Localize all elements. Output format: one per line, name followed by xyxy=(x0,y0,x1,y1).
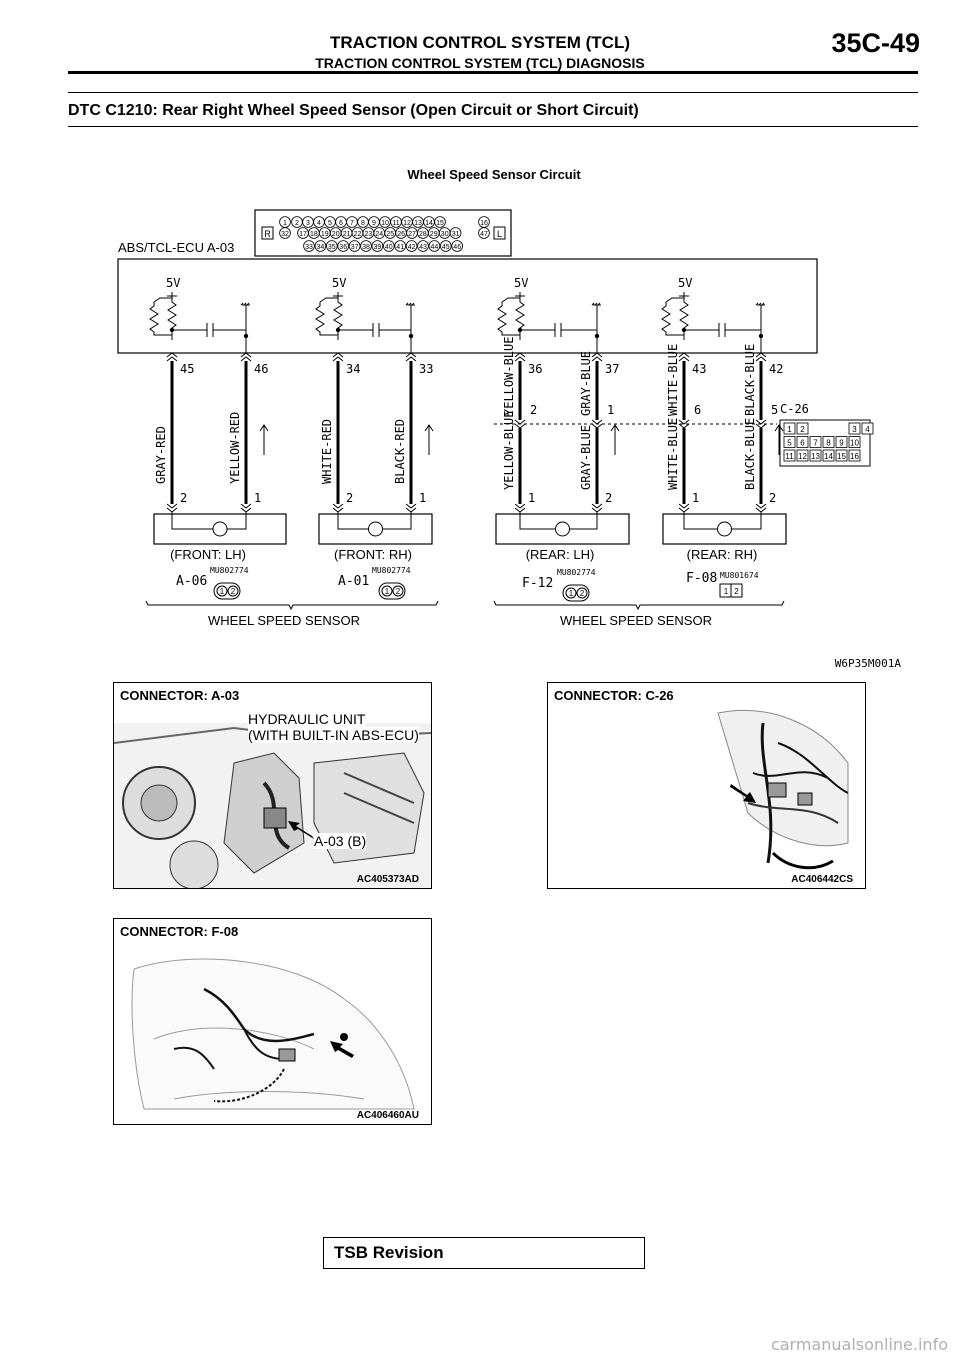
wire-color-label-lower: GRAY-BLUE xyxy=(579,424,593,490)
ecu-connector-face xyxy=(255,210,511,256)
connector-chevron xyxy=(241,353,251,361)
ecu-pin-label: 30 xyxy=(440,231,449,238)
signal-arrow-icon xyxy=(260,425,268,455)
connector-chevron xyxy=(333,353,343,361)
group-brace-rear xyxy=(494,601,784,628)
ecu-pin-label: 10 xyxy=(381,220,389,227)
ecu-connector-side-l: L xyxy=(496,229,503,239)
photo-label-built-in-ecu: (WITH BUILT-IN ABS-ECU) xyxy=(248,727,419,743)
plug-pin-label: 1 xyxy=(723,587,729,596)
plug-pin-label: 1 xyxy=(568,589,574,598)
sensor-connector-label: A-06 xyxy=(176,574,208,589)
ecu-pin-label: 3 xyxy=(306,220,310,227)
c26-pin-label: 3 xyxy=(852,425,857,434)
wheel-speed-sensor-circuit-diagram xyxy=(0,150,960,680)
ecu-pin-number: 37 xyxy=(605,362,620,376)
plug-pin-label: 2 xyxy=(395,587,401,596)
ecu-label: ABS/TCL-ECU A-03 xyxy=(118,240,235,255)
signal-arrow-icon xyxy=(425,425,433,455)
c26-label: C-26 xyxy=(780,402,809,416)
ecu-pin-label: 8 xyxy=(361,220,365,227)
sensor-body xyxy=(663,514,786,544)
sensor-pin-number: 1 xyxy=(254,491,262,505)
c26-pin-label: 10 xyxy=(850,438,859,448)
sensor-coil-icon xyxy=(556,522,570,536)
c26-pin-number: 6 xyxy=(694,403,702,417)
dtc-rule-top xyxy=(68,92,918,93)
wire-color-label: BLACK-BLUE xyxy=(743,343,757,416)
ecu-pin-label: 6 xyxy=(339,220,343,227)
supply-symbol xyxy=(167,292,177,296)
sensor-body xyxy=(319,514,432,544)
sensor-position-label: (REAR: LH) xyxy=(525,547,595,562)
group-label-rear: WHEEL SPEED SENSOR xyxy=(560,613,712,628)
sensor-part-number: MU802774 xyxy=(372,566,411,575)
connector-chevron xyxy=(241,504,251,512)
ground-symbol xyxy=(406,303,415,305)
sensor-body xyxy=(496,514,629,544)
photo-connector-c26 xyxy=(547,682,866,889)
wire-color-label: YELLOW-RED xyxy=(228,411,242,484)
section-subtitle: TRACTION CONTROL SYSTEM (TCL) DIAGNOSIS xyxy=(315,55,645,71)
signal-arrow-icon xyxy=(775,425,783,455)
plug-pin-label: 2 xyxy=(230,587,236,596)
ecu-pin-label: 16 xyxy=(480,220,488,227)
c26-pin-label: 5 xyxy=(787,438,792,448)
c26-pin-label: 9 xyxy=(839,438,844,448)
wire-color-label-lower: WHITE-BLUE xyxy=(666,417,680,490)
plug-pin-label: 2 xyxy=(734,587,739,596)
ecu-pin-label: 34 xyxy=(316,244,325,251)
voltage-label: 5V xyxy=(332,276,347,290)
connector-chevron xyxy=(167,504,177,512)
photo-label-a03b: A-03 (B) xyxy=(314,833,367,849)
photo-connector-a03 xyxy=(113,682,432,889)
ecu-pin-label: 39 xyxy=(373,244,382,251)
voltage-label: 5V xyxy=(166,276,181,290)
ecu-pin-label: 2 xyxy=(295,220,299,227)
c26-pin-number: 1 xyxy=(607,403,615,417)
ecu-pin-label: 37 xyxy=(350,244,359,251)
c26-pin-label: 4 xyxy=(865,425,870,434)
connector-chevron xyxy=(679,504,689,512)
ecu-pin-label: 31 xyxy=(451,231,460,238)
diagram-title: Wheel Speed Sensor Circuit xyxy=(407,167,581,182)
photo-code-c26: AC406442CS xyxy=(791,874,853,885)
ecu-pin-label: 14 xyxy=(425,220,433,227)
ecu-pin-label: 40 xyxy=(384,244,393,251)
group-label-front: WHEEL SPEED SENSOR xyxy=(208,613,360,628)
ecu-pin-label: 9 xyxy=(372,220,376,227)
ecu-pin-label: 20 xyxy=(331,231,340,238)
supply-symbol xyxy=(515,292,525,296)
connector-chevron xyxy=(406,353,416,361)
ecu-pin-label: 42 xyxy=(407,244,416,251)
wire-color-label-lower: YELLOW-BLUE xyxy=(502,410,516,490)
photo-label-hydraulic-unit: HYDRAULIC UNIT xyxy=(248,711,366,727)
resistor xyxy=(498,302,520,335)
ecu-pin-label: 38 xyxy=(362,244,370,251)
wire-color-label: GRAY-BLUE xyxy=(579,350,593,416)
sensor-part-number: MU802774 xyxy=(557,568,596,577)
ground-symbol xyxy=(592,303,601,305)
c26-pin-label: 11 xyxy=(785,452,794,461)
c26-pin-label: 2 xyxy=(800,425,805,434)
signal-arrow-icon xyxy=(611,425,619,455)
sensor-position-label: (FRONT: LH) xyxy=(170,547,246,562)
ecu-connector-side-r: R xyxy=(264,229,271,239)
ecu-pin-label: 17 xyxy=(299,231,307,238)
ecu-pin-label: 46 xyxy=(453,244,462,251)
ecu-pin-label: 12 xyxy=(403,220,411,227)
resistor xyxy=(334,296,342,340)
ecu-pin-label: 13 xyxy=(414,220,422,227)
resistor xyxy=(150,302,172,335)
ecu-pin-label: 27 xyxy=(408,231,416,238)
footer-watermark: carmanualsonline.info xyxy=(770,1335,948,1354)
wire-color-label-lower: BLACK-BLUE xyxy=(743,417,757,490)
photo-code-a03: AC405373AD xyxy=(356,874,419,885)
ecu-pin-label: 19 xyxy=(320,231,329,238)
resistor xyxy=(662,302,684,335)
capacitor xyxy=(520,323,597,337)
dashboard-harness-photo xyxy=(548,683,865,888)
ecu-pin-label: 25 xyxy=(386,231,395,238)
ecu-pin-label: 7 xyxy=(350,220,354,227)
wire-color-label: WHITE-BLUE xyxy=(666,343,680,416)
connector-chevron xyxy=(756,353,766,361)
c26-pin-label: 14 xyxy=(824,452,833,461)
capacitor xyxy=(172,323,246,337)
sensor-part-number: MU801674 xyxy=(720,571,759,580)
sensor-connector-label: A-01 xyxy=(338,574,370,589)
connector-chevron xyxy=(333,504,343,512)
ecu-pin-label: 33 xyxy=(305,244,313,251)
ecu-pin-label: 4 xyxy=(317,220,321,227)
c26-pin-label: 1 xyxy=(787,425,792,434)
ground-symbol xyxy=(756,303,765,305)
sensor-pin-number: 1 xyxy=(528,491,536,505)
ecu-pin-label: 11 xyxy=(392,220,400,227)
photo-caption-c26: CONNECTOR: C-26 xyxy=(554,688,674,703)
ecu-pin-label: 24 xyxy=(375,231,384,238)
ecu-pin-label: 18 xyxy=(310,231,318,238)
connector-chevron xyxy=(167,353,177,361)
plug-pin-label: 1 xyxy=(384,587,390,596)
junction-dot xyxy=(518,328,522,332)
photo-caption-f08: CONNECTOR: F-08 xyxy=(120,924,239,939)
c26-connector-face xyxy=(780,402,873,466)
wire-color-label: YELLOW-BLUE xyxy=(502,336,516,416)
c26-pin-label: 8 xyxy=(826,438,831,448)
tsb-revision-label: TSB Revision xyxy=(334,1243,444,1262)
dtc-heading: DTC C1210: Rear Right Wheel Speed Sensor (Open Circuit or Short Circuit) xyxy=(68,102,639,119)
ecu-pin-label: 5 xyxy=(328,220,332,227)
wire xyxy=(320,298,338,302)
resistor xyxy=(168,296,176,340)
c26-pin-label: 12 xyxy=(798,452,807,461)
voltage-label: 5V xyxy=(678,276,693,290)
ecu-pin-number: 42 xyxy=(769,362,784,376)
ecu-pin-label: 41 xyxy=(396,244,405,251)
ecu-pin-label: 22 xyxy=(353,231,362,238)
connector-chevron xyxy=(406,504,416,512)
ecu-pin-number: 46 xyxy=(254,362,269,376)
wire-color-label: GRAY-RED xyxy=(154,426,168,484)
ecu-pin-label: 45 xyxy=(441,244,450,251)
ecu-pin-label: 47 xyxy=(480,231,488,238)
section-title: TRACTION CONTROL SYSTEM (TCL) xyxy=(330,33,630,52)
c26-pin-label: 16 xyxy=(850,452,859,461)
c26-pin-number: 5 xyxy=(771,403,779,417)
photo-code-f08: AC406460AU xyxy=(356,1110,419,1121)
c26-pin-label: 6 xyxy=(800,438,805,448)
harness-wires xyxy=(154,337,783,512)
sensor-pin-number: 2 xyxy=(605,491,613,505)
sensor-position-label: (REAR: RH) xyxy=(686,547,758,562)
resistor xyxy=(516,296,524,340)
ecu-body xyxy=(118,259,817,353)
ecu-pin-number: 33 xyxy=(419,362,434,376)
tsb-revision-box xyxy=(323,1237,645,1269)
rear-hatch-photo xyxy=(114,919,431,1124)
junction-dot xyxy=(336,328,340,332)
ecu-pin-label: 32 xyxy=(281,231,289,238)
ecu-pin-number: 34 xyxy=(346,362,361,376)
sensor-coil-icon xyxy=(369,522,383,536)
wire xyxy=(666,298,684,302)
sensor-connector-label: F-08 xyxy=(686,571,718,586)
voltage-label: 5V xyxy=(514,276,529,290)
connector-chevron xyxy=(515,504,525,512)
supply-symbol xyxy=(333,292,343,296)
sensor-pin-number: 2 xyxy=(769,491,777,505)
ecu-pin-label: 36 xyxy=(339,244,348,251)
page-number: 35C-49 xyxy=(831,28,920,58)
figure-code: W6P35M001A xyxy=(834,657,901,670)
capacitor xyxy=(684,323,761,337)
sensor-pin-number: 2 xyxy=(346,491,354,505)
ecu-pin-label: 35 xyxy=(327,244,336,251)
sensor-part-number: MU802774 xyxy=(210,566,249,575)
c26-pin-label: 13 xyxy=(811,452,820,461)
ecu-pin-label: 23 xyxy=(364,231,373,238)
resistor xyxy=(680,296,688,340)
wire-color-label: WHITE-RED xyxy=(320,418,334,484)
ecu-pin-label: 21 xyxy=(342,231,351,238)
group-brace-front xyxy=(146,601,438,628)
junction-dot xyxy=(682,328,686,332)
ecu-internal-circuits xyxy=(150,276,765,353)
capacitor xyxy=(338,323,411,337)
ecu-pin-label: 28 xyxy=(419,231,427,238)
wire-color-label: BLACK-RED xyxy=(393,418,407,484)
ecu-pin-label: 44 xyxy=(430,244,439,251)
ecu-pin-label: 15 xyxy=(436,220,444,227)
ecu-pin-number: 36 xyxy=(528,362,543,376)
ecu-pin-label: 43 xyxy=(419,244,427,251)
plug-pin-label: 2 xyxy=(579,589,585,598)
sensor-coil-icon xyxy=(213,522,227,536)
sensor-pin-number: 2 xyxy=(180,491,188,505)
connector-chevron xyxy=(756,504,766,512)
connector-chevron xyxy=(679,353,689,361)
connector-chevron xyxy=(592,353,602,361)
supply-symbol xyxy=(679,292,689,296)
photo-caption-a03: CONNECTOR: A-03 xyxy=(120,688,240,703)
c26-pin-label: 15 xyxy=(837,452,846,461)
sensor-pin-number: 1 xyxy=(692,491,700,505)
wire xyxy=(154,298,172,302)
plug-pin-label: 1 xyxy=(219,587,225,596)
photo-connector-f08 xyxy=(113,918,432,1125)
sensor-pin-number: 1 xyxy=(419,491,427,505)
c26-pin-number: 2 xyxy=(530,403,538,417)
junction-dot xyxy=(170,328,174,332)
resistor xyxy=(316,302,338,335)
sensors xyxy=(154,512,786,601)
sensor-position-label: (FRONT: RH) xyxy=(334,547,412,562)
wire xyxy=(502,298,520,302)
c26-pin-label: 7 xyxy=(813,438,818,448)
ecu-pin-number: 43 xyxy=(692,362,707,376)
ground-symbol xyxy=(241,303,250,305)
ecu-pin-label: 29 xyxy=(429,231,438,238)
dtc-rule-bottom xyxy=(68,126,918,127)
ecu-pin-label: 1 xyxy=(283,220,287,227)
header-rule xyxy=(68,71,918,74)
ecu-pin-label: 26 xyxy=(397,231,405,238)
connector-chevron xyxy=(515,353,525,361)
sensor-coil-icon xyxy=(718,522,732,536)
connector-chevron xyxy=(592,504,602,512)
sensor-connector-label: F-12 xyxy=(522,576,554,591)
ecu-pin-number: 45 xyxy=(180,362,195,376)
